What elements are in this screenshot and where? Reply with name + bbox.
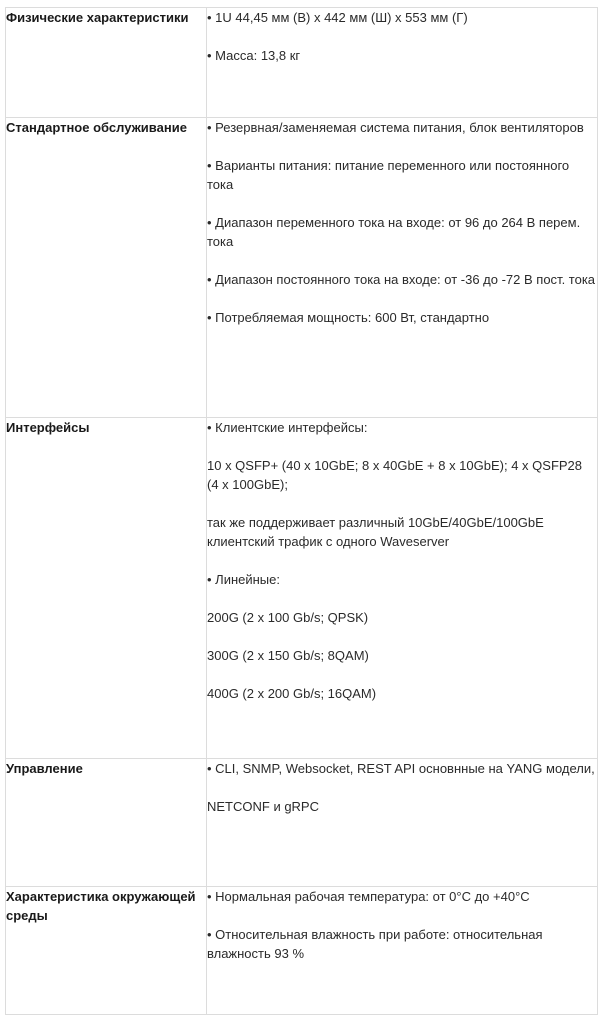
spec-line: 400G (2 x 200 Gb/s; 16QAM) [207, 686, 377, 701]
spec-line: • CLI, SNMP, Websocket, REST API основнные на YANG модели, [207, 761, 595, 776]
spec-values [207, 118, 598, 418]
spec-line: • Клиентские интерфейсы: [207, 420, 368, 435]
spec-line: • Относительная влажность при работе: относительная влажность 93 % [207, 927, 543, 961]
spec-line: • Линейные: [207, 572, 280, 587]
spec-label: Интерфейсы [6, 418, 207, 759]
spec-line: • 1U 44,45 мм (В) x 442 мм (Ш) x 553 мм (Г) [207, 10, 468, 25]
spec-row-management [6, 759, 598, 887]
spec-values [207, 759, 598, 887]
spec-label: Физические характеристики [6, 8, 207, 118]
spec-line: NETCONF и gRPC [207, 799, 319, 814]
spec-line: • Варианты питания: питание переменного или постоянного тока [207, 158, 570, 192]
spec-row-interfaces [6, 418, 598, 759]
spec-line: 200G (2 x 100 Gb/s; QPSK) [207, 610, 369, 625]
spec-row-physical [6, 8, 598, 118]
spec-line: • Потребляемая мощность: 600 Вт, стандартно [207, 310, 490, 325]
spec-line: • Резервная/заменяемая система питания, блок вентиляторов [207, 120, 584, 135]
spec-row-environment [6, 887, 598, 1015]
spec-line: • Нормальная рабочая температура: от 0°C до +40°C [207, 889, 530, 904]
spec-label: Стандартное обслуживание [6, 118, 207, 418]
spec-values [207, 887, 598, 1015]
spec-label: Управление [6, 759, 207, 887]
spec-line: • Диапазон переменного тока на входе: от 96 до 264 В перем. тока [207, 215, 581, 249]
spec-values [207, 418, 598, 759]
spec-row-standard-service [6, 118, 598, 418]
spec-line: так же поддерживает различный 10GbE/40GbE/100GbE клиентский трафик с одного Waveserver [207, 515, 544, 549]
spec-line: 300G (2 x 150 Gb/s; 8QAM) [207, 648, 369, 663]
spec-label: Характеристика окружающей среды [6, 887, 207, 1015]
spec-values [207, 8, 598, 118]
specifications-table [5, 7, 598, 1015]
spec-line: 10 x QSFP+ (40 x 10GbE; 8 x 40GbE + 8 x 10GbE); 4 x QSFP28 (4 x 100GbE); [207, 458, 583, 492]
spec-line: • Масса: 13,8 кг [207, 48, 301, 63]
spec-line: • Диапазон постоянного тока на входе: от -36 до -72 В пост. тока [207, 272, 596, 287]
